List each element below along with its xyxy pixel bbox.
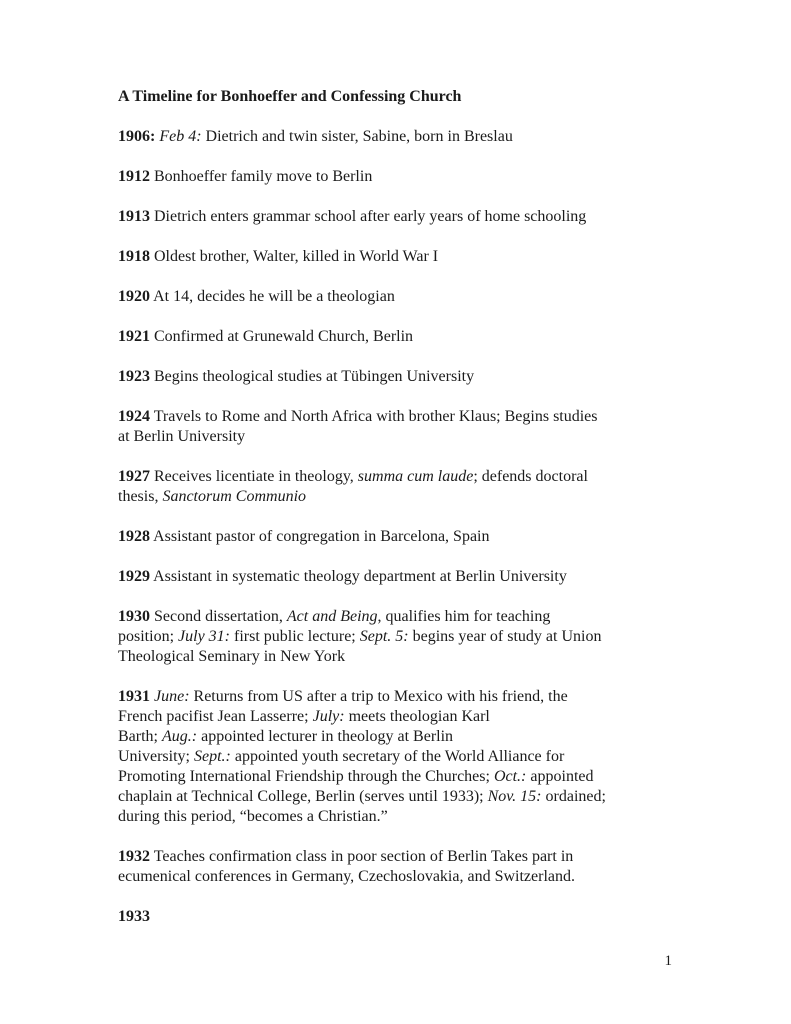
entry-year: 1920 bbox=[118, 288, 150, 305]
entry-text: position; bbox=[118, 628, 179, 645]
entry-text: during this period, “becomes a Christian.” bbox=[118, 808, 388, 825]
entry-date: June: bbox=[154, 688, 190, 705]
entry-date: Nov. 15: bbox=[487, 788, 542, 805]
entry-date: Act and Being bbox=[286, 608, 378, 625]
entry-year: 1927 bbox=[118, 468, 150, 485]
timeline-entry bbox=[118, 527, 704, 547]
timeline-entry bbox=[118, 127, 704, 147]
entry-year: 1928 bbox=[118, 528, 150, 545]
entry-text: Assistant in systematic theology department at Berlin University bbox=[150, 568, 567, 585]
entry-year: 1930 bbox=[118, 608, 150, 625]
entry-text: Confirmed at Grunewald Church, Berlin bbox=[150, 328, 414, 345]
entry-year: 1913 bbox=[118, 208, 150, 225]
entry-text: ordained; bbox=[541, 788, 606, 805]
entry-text: Receives licentiate in theology, bbox=[150, 468, 358, 485]
timeline-entry bbox=[118, 687, 704, 827]
entry-text: Returns from US after a trip to Mexico with his friend, the bbox=[189, 688, 568, 705]
entry-year: 1912 bbox=[118, 168, 150, 185]
entry-text: French pacifist Jean Lasserre; bbox=[118, 708, 313, 725]
entry-text: Oldest brother, Walter, killed in World War I bbox=[150, 248, 439, 265]
entry-year: 1918 bbox=[118, 248, 150, 265]
entry-text: Dietrich and twin sister, Sabine, born in Breslau bbox=[201, 128, 513, 145]
entry-text: Dietrich enters grammar school after early years of home schooling bbox=[150, 208, 587, 225]
entry-text: appointed lecturer in theology at Berlin bbox=[197, 728, 454, 745]
entry-text: University; bbox=[118, 748, 194, 765]
timeline-entry bbox=[118, 207, 704, 227]
entry-text: Promoting International Friendship through the Churches; bbox=[118, 768, 494, 785]
entry-text: chaplain at Technical College, Berlin (serves until 1933); bbox=[118, 788, 488, 805]
entry-year: 1933 bbox=[118, 908, 150, 925]
entry-text: Bonhoeffer family move to Berlin bbox=[150, 168, 373, 185]
entry-text: first public lecture; bbox=[230, 628, 360, 645]
entry-text: begins year of study at Union bbox=[408, 628, 602, 645]
page-number: 1 bbox=[664, 953, 672, 969]
timeline-entry bbox=[118, 287, 704, 307]
timeline-entry bbox=[118, 247, 704, 267]
timeline-entry bbox=[118, 847, 704, 887]
entry-text: ecumenical conferences in Germany, Czechoslovakia, and Switzerland. bbox=[118, 868, 575, 885]
entry-year: 1921 bbox=[118, 328, 150, 345]
entry-text: , qualifies him for teaching bbox=[377, 608, 551, 625]
timeline-entry bbox=[118, 907, 704, 927]
entry-year: 1924 bbox=[118, 408, 150, 425]
page-title: A Timeline for Bonhoeffer and Confessing Church bbox=[118, 88, 462, 105]
timeline-entry bbox=[118, 467, 704, 507]
entry-date: Aug.: bbox=[162, 728, 198, 745]
entry-text: meets theologian Karl bbox=[344, 708, 490, 725]
entry-text: Teaches confirmation class in poor section of Berlin Takes part in bbox=[150, 848, 574, 865]
entry-text: Barth; bbox=[118, 728, 162, 745]
entry-text: At 14, decides he will be a theologian bbox=[150, 288, 395, 305]
entry-text: Travels to Rome and North Africa with brother Klaus; Begins studies bbox=[150, 408, 598, 425]
entry-text: Theological Seminary in New York bbox=[118, 648, 346, 665]
entry-date: Sept. 5: bbox=[359, 628, 409, 645]
entry-date: Sanctorum Communio bbox=[162, 488, 307, 505]
entry-date: Feb 4: bbox=[159, 128, 202, 145]
entry-date: summa cum laude bbox=[357, 468, 474, 485]
timeline-entry bbox=[118, 607, 704, 667]
timeline-entry bbox=[118, 327, 704, 347]
timeline-entries bbox=[118, 127, 704, 927]
entry-text: Begins theological studies at Tübingen University bbox=[150, 368, 475, 385]
entry-year: 1923 bbox=[118, 368, 150, 385]
entry-date: Oct.: bbox=[493, 768, 527, 785]
entry-year: 1932 bbox=[118, 848, 150, 865]
entry-year: 1931 bbox=[118, 688, 150, 705]
timeline-entry bbox=[118, 407, 704, 447]
entry-text: Second dissertation, bbox=[150, 608, 287, 625]
entry-text: appointed youth secretary of the World Alliance for bbox=[230, 748, 565, 765]
entry-text: appointed bbox=[526, 768, 594, 785]
entry-date: Sept.: bbox=[194, 748, 231, 765]
timeline-entry bbox=[118, 167, 704, 187]
entry-text: ; defends doctoral bbox=[473, 468, 588, 485]
entry-text: at Berlin University bbox=[118, 428, 246, 445]
entry-date: July 31: bbox=[178, 628, 230, 645]
entry-text: Assistant pastor of congregation in Barcelona, Spain bbox=[150, 528, 490, 545]
timeline-entry bbox=[118, 567, 704, 587]
timeline-entry bbox=[118, 367, 704, 387]
entry-date: July: bbox=[312, 708, 345, 725]
entry-year: 1906: bbox=[118, 128, 156, 145]
entry-year: 1929 bbox=[118, 568, 150, 585]
entry-text: thesis, bbox=[118, 488, 163, 505]
